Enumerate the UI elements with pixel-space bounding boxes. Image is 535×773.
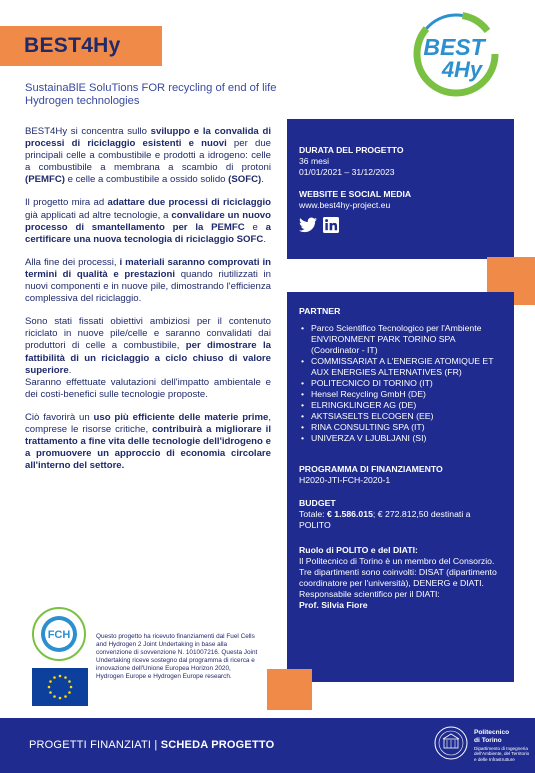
title-bar — [0, 26, 162, 66]
svg-text:FCH: FCH — [47, 629, 71, 641]
project-description — [25, 126, 271, 483]
fch-logo — [32, 607, 86, 661]
list-item: • AKTSIASELTS ELCOGEN (EE) — [299, 411, 502, 422]
project-title: BEST4Hy — [24, 34, 121, 57]
partners-box — [287, 292, 514, 682]
duration-dates: 01/01/2021 – 31/12/2023 — [299, 167, 395, 177]
subtitle-line: Hydrogen technologies — [25, 95, 140, 107]
decorative-square — [267, 669, 312, 710]
duration-title: DURATA DEL PROGETTO — [299, 145, 404, 155]
role-responsible: Prof. Silvia Fiore — [299, 600, 368, 610]
subtitle-line: SustainaBlE SoluTions FOR recycling of end of life — [25, 82, 277, 94]
list-item: • UNIVERZA V LJUBLJANI (SI) — [299, 433, 502, 444]
logo-text-bottom: 4Hy — [441, 57, 483, 82]
list-item: • ELRINGKLINGER AG (DE) — [299, 400, 502, 411]
funding-program-section — [299, 464, 502, 486]
department-name: Dipartimento di Ingegneria dell'Ambiente, del Territorio e delle Infrastrutture — [474, 746, 530, 762]
website-link[interactable]: www.best4hy-project.eu — [299, 200, 391, 210]
linkedin-icon[interactable] — [323, 217, 341, 233]
budget-title: BUDGET — [299, 498, 336, 508]
duration-months: 36 mesi — [299, 156, 330, 166]
polito-name: Politecnico di Torino — [474, 729, 510, 744]
list-item: • COMMISSARIAT A L'ENERGIE ATOMIQUE ET AUX ENERGIES ALTERNATIVES (FR) — [299, 356, 502, 378]
logo-text-top: BEST — [423, 34, 485, 60]
partners-title: PARTNER — [299, 306, 341, 316]
role-title: Ruolo di POLITO e del DIATI: — [299, 545, 418, 555]
partners-list — [299, 323, 502, 444]
description-paragraph: Sono stati fissati obiettivi ambiziosi per il contenuto riciclato in nuove pile/celle e saranno convalidati dai produttori di celle a combustibile, per dimostrare la fattibilità di un riciclaggio a ciclo chiuso di valore superiore. — [25, 316, 271, 376]
list-item: • RINA CONSULTING SPA (IT) — [299, 422, 502, 433]
list-item: • Parco Scientifico Tecnologico per l'Ambiente ENVIRONMENT PARK TORINO SPA (Coordinator - IT) — [299, 323, 502, 356]
social-links — [299, 217, 502, 233]
description-paragraph: BEST4Hy si concentra sullo sviluppo e la convalida di processi di riciclaggio esistenti e nuovi per due principali celle a combustibile e prodotti a idrogeno: celle a combustibile a membrana a scambio di protoni (PEMFC) e celle a combustibile a ossido solido (SOFC). — [25, 126, 271, 186]
description-paragraph: Saranno effettuate valutazioni dell'impatto ambientale e dei costi-benefici sulle tecnologie proposte. — [25, 376, 271, 400]
funding-program-title: PROGRAMMA DI FINANZIAMENTO — [299, 464, 443, 474]
best4hy-logo — [404, 10, 504, 100]
list-item: • Hensel Recycling GmbH (DE) — [299, 389, 502, 400]
project-subtitle — [25, 82, 325, 108]
role-line: Tre dipartimenti sono coinvolti: DISAT (dipartimento coordinatore per l'università), DENERG e DIATI. — [299, 567, 497, 588]
project-info-box — [287, 119, 514, 259]
budget-value: Totale: € 1.586.015; € 272.812,50 destinati a POLITO — [299, 509, 471, 530]
role-section — [299, 545, 502, 611]
polito-emblem-icon — [434, 726, 468, 760]
description-paragraph: Il progetto mira ad adattare due processi di riciclaggio già applicati ad altre tecnologie, a convalidare un nuovo processo di smantellamento per la PEMFC e a certificare una nuova tecnologia di riciclaggio SOFC. — [25, 197, 271, 245]
funding-disclaimer: Questo progetto ha ricevuto finanziamenti dal Fuel Cells and Hydrogen 2 Joint Undertaking in base alla convenzione di sovvenzione N. 101007216. Questa Joint Undertaking riceve sostegno dal programma di ricerca e innovazione dell'Unione Europea Horizon 2020, Hydrogen Europe e Hydrogen Europe research. — [96, 633, 258, 680]
description-paragraph: Ciò favorirà un uso più efficiente delle materie prime, comprese le risorse critiche, contribuirà a migliorare il trattamento a fine vita delle tecnologie dell'idrogeno e a promuovere un approccio di economia circolare all'interno del settore. — [25, 411, 271, 472]
description-paragraph: Alla fine dei processi, i materiali saranno comprovati in termini di qualità e prestazioni quando riutilizzati in nuovi componenti e in nuove pile, dimostrando l'efficienza complessiva del riciclaggio. — [25, 256, 271, 305]
role-line: Responsabile scientifico per il DIATI: — [299, 589, 440, 599]
footer-label: PROGETTI FINANZIATI | SCHEDA PROGETTO — [29, 739, 275, 751]
eu-flag-icon — [32, 668, 88, 706]
twitter-icon[interactable] — [299, 217, 317, 233]
funding-program-code: H2020-JTI-FCH-2020-1 — [299, 475, 391, 485]
budget-section — [299, 498, 502, 531]
web-title: WEBSITE E SOCIAL MEDIA — [299, 189, 412, 199]
role-line: Il Politecnico di Torino è un membro del Consorzio. — [299, 556, 495, 566]
list-item: • POLITECNICO DI TORINO (IT) — [299, 378, 502, 389]
